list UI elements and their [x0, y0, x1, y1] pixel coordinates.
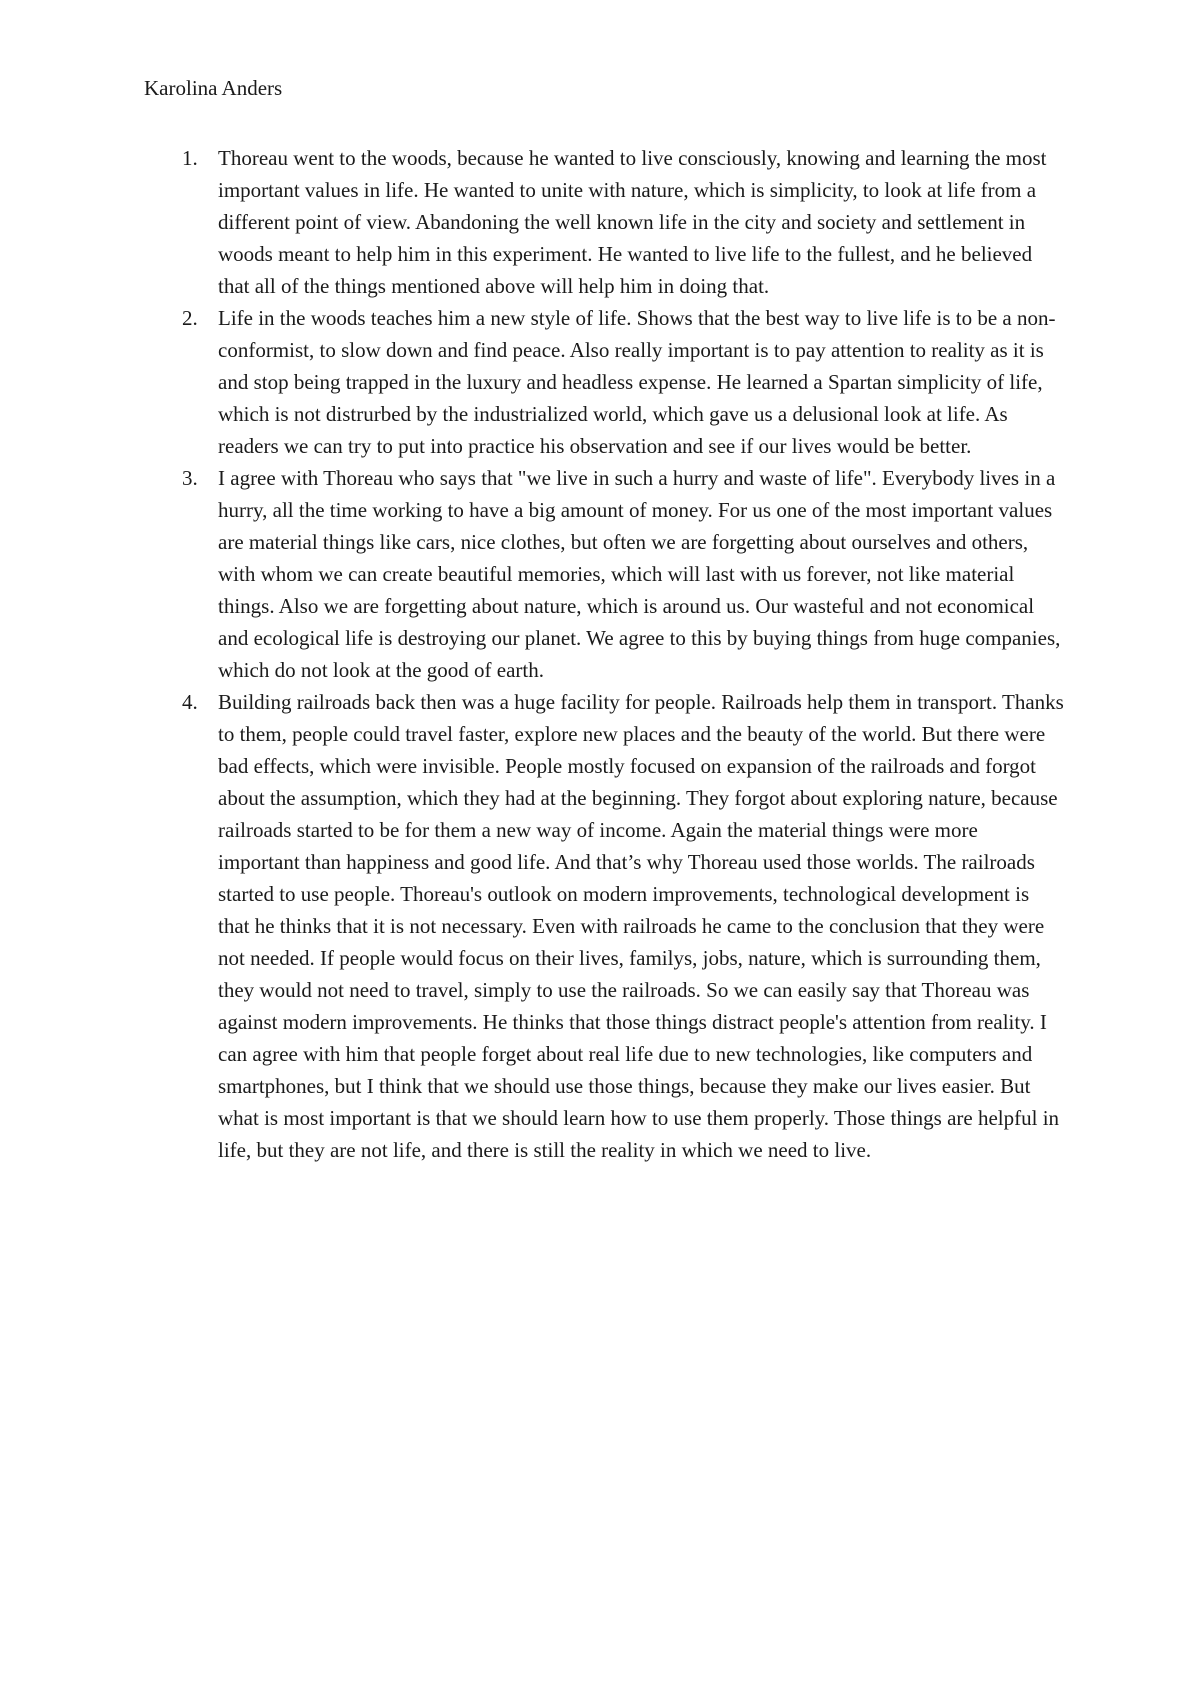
answer-text: Building railroads back then was a huge facility for people. Railroads help them in transport. Thanks to them, people could travel faster, explore new places and the beauty of the world. But there were bad effects, which were invisible. People mostly focused on expansion of the railroads and forgot about the assumption, which they had at the beginning. They forgot about exploring nature, because railroads started to be for them a new way of income. Again the material things were more important than happiness and good life. And that’s why Thoreau used those worlds. The railroads started to use people. Thoreau's outlook on modern improvements, technological development is that he thinks that it is not necessary. Even with railroads he came to the conclusion that they were not needed. If people would focus on their lives, familys, jobs, nature, which is surrounding them, they would not need to travel, simply to use the railroads. So we can easily say that Thoreau was against modern improvements. He thinks that those things distract people's attention from reality. I can agree with him that people forget about real life due to new technologies, like computers and smartphones, but I think that we should use those things, because they make our lives easier. But what is most important is that we should learn how to use them properly. Those things are helpful in life, but they are not life, and there is still the reality in which we need to live.	[218, 690, 1064, 1162]
answer-number: 3.	[182, 466, 198, 490]
answer-item-3	[144, 462, 1064, 686]
author-name: Karolina Anders	[144, 76, 283, 100]
answer-number: 4.	[182, 690, 198, 714]
answer-number: 2.	[182, 306, 198, 330]
answer-text: Life in the woods teaches him a new style of life. Shows that the best way to live life is to be a non-conformist, to slow down and find peace. Also really important is to pay attention to reality as it is and stop being trapped in the luxury and headless expense. He learned a Spartan simplicity of life, which is not distrurbed by the industrialized world, which gave us a delusional look at life. As readers we can try to put into practice his observation and see if our lives would be better.	[218, 306, 1056, 458]
answer-item-1	[144, 142, 1064, 302]
answer-number: 1.	[182, 146, 198, 170]
answer-text: I agree with Thoreau who says that "we live in such a hurry and waste of life". Everybody lives in a hurry, all the time working to have a big amount of money. For us one of the most important values are material things like cars, nice clothes, but often we are forgetting about ourselves and others, with whom we can create beautiful memories, which will last with us forever, not like material things. Also we are forgetting about nature, which is around us. Our wasteful and not economical and ecological life is destroying our planet. We agree to this by buying things from huge companies, which do not look at the good of earth.	[218, 466, 1061, 682]
answer-text: Thoreau went to the woods, because he wanted to live consciously, knowing and learning the most important values in life. He wanted to unite with nature, which is simplicity, to look at life from a different point of view. Abandoning the well known life in the city and society and settlement in woods meant to help him in this experiment. He wanted to live life to the fullest, and he believed that all of the things mentioned above will help him in doing that.	[218, 146, 1047, 298]
answer-item-2	[144, 302, 1064, 462]
answer-list	[144, 142, 1064, 1166]
answer-item-4	[144, 686, 1064, 1166]
